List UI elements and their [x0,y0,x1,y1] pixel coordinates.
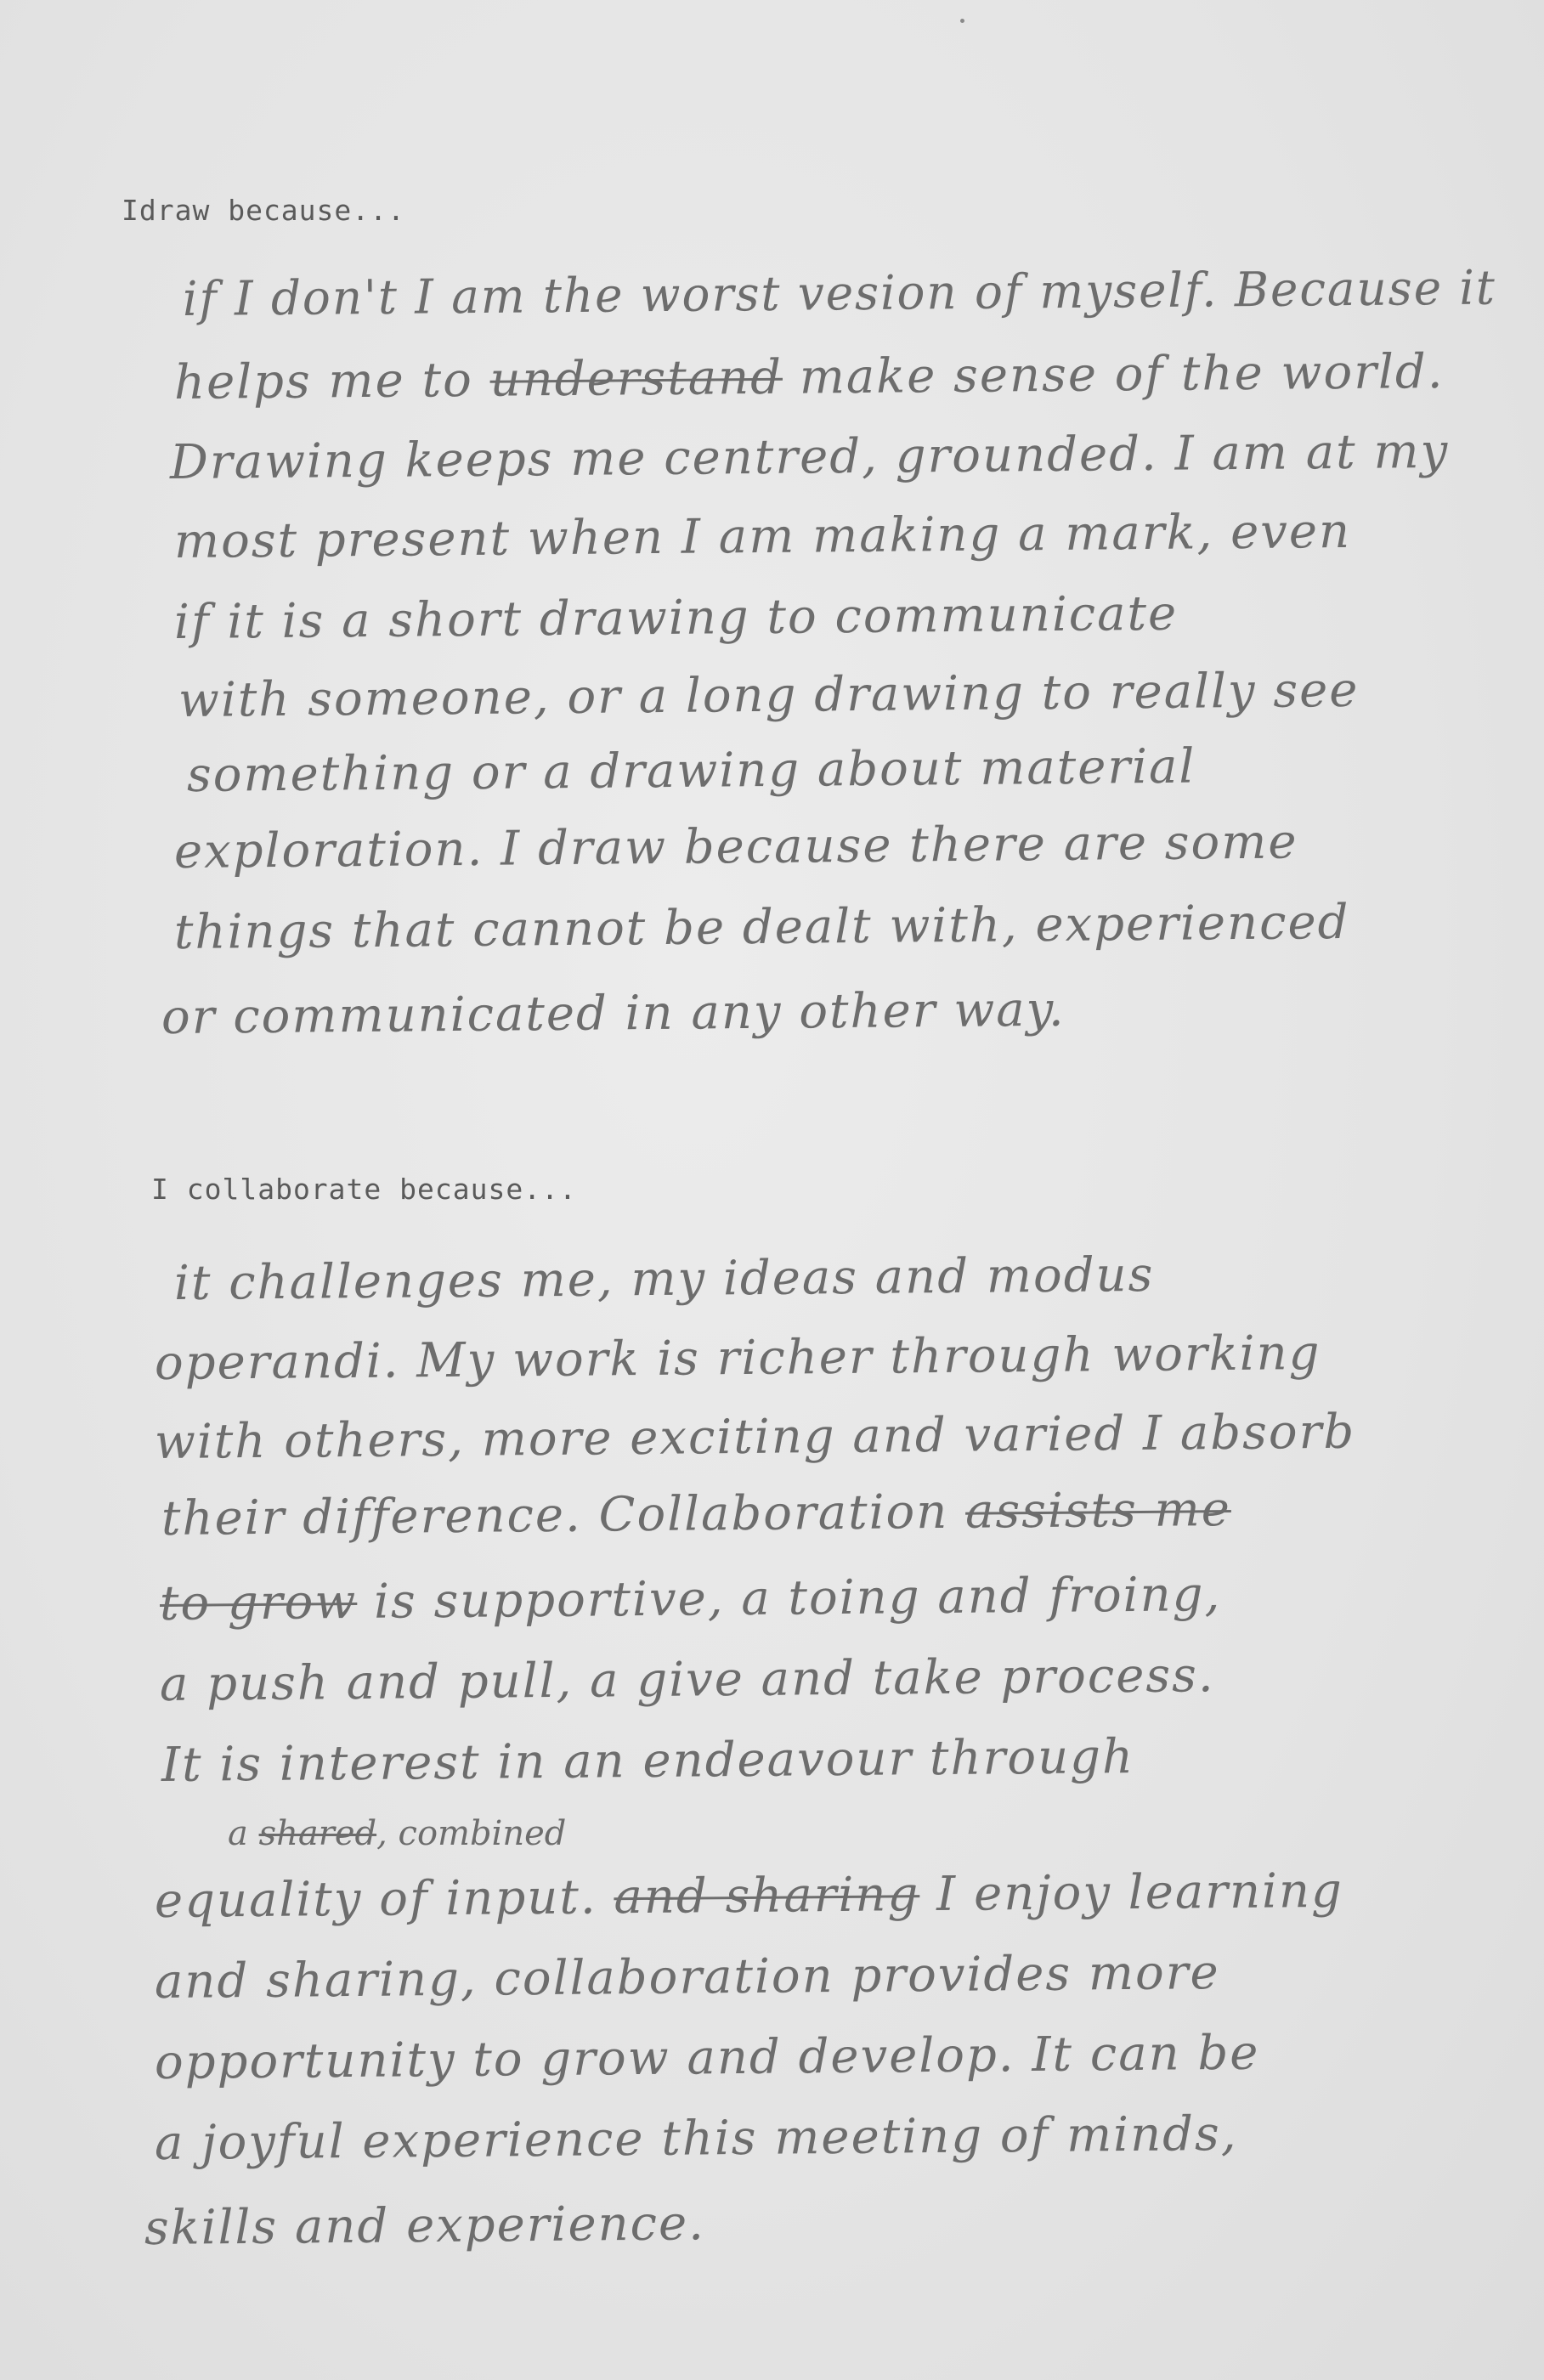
draw-line-3: Drawing keeps me centred, grounded. I am at my [169,423,1450,490]
collab-line-1: it challenges me, my ideas and modus [173,1247,1155,1311]
draw-line-4: most present when I am making a mark, even [173,503,1352,569]
collab-line-8-a: equality of input. [154,1869,614,1929]
draw-line-9: things that cannot be dealt with, experienced [173,894,1350,960]
collab-line-5 [160,1567,1222,1631]
draw-line-6: with someone, or a long drawing to really see [178,662,1360,728]
collab-heading: I collaborate because... [151,1173,577,1206]
collab-line-5-b: is supportive, a toing and froing, [357,1567,1222,1630]
struck-words-assists-me: assists me [964,1482,1232,1540]
collab-line-4-a: their difference. Collaboration [161,1484,966,1546]
collab-line-2: operandi. My work is richer through working [154,1326,1321,1391]
struck-word-shared: shared [258,1814,377,1853]
draw-heading: Idraw because... [122,194,405,227]
struck-word-understand: understand [489,349,783,408]
draw-line-10: or communicated in any other way. [161,981,1066,1045]
struck-words-and-sharing: and sharing [614,1867,920,1925]
collab-line-4 [161,1482,1231,1546]
collab-line-7: It is interest in an endeavour through [161,1729,1135,1793]
collab-line-8-c: I enjoy learning [919,1863,1344,1923]
collab-line-11: a joyful experience this meeting of minds, [154,2106,1238,2171]
collab-line-12: skills and experience. [144,2196,706,2256]
draw-line-8: exploration. I draw because there are some [173,814,1298,879]
struck-words-to-grow: to grow [159,1574,358,1631]
collab-line-9: and sharing, collaboration provides more [154,1945,1220,2010]
insert-a: a [228,1814,259,1853]
collab-line-10: opportunity to grow and develop. It can be [154,2025,1260,2090]
insertion-above-line-8 [228,1814,566,1853]
draw-line-7: something or a drawing about material [186,738,1196,803]
draw-line-5: if it is a short drawing to communicate [173,585,1179,650]
draw-line-2 [174,344,1445,410]
insert-combined: , combined [376,1814,567,1853]
draw-line-1: if I don't I am the worst vesion of myself. Because it [182,260,1497,327]
collab-line-8 [155,1863,1343,1929]
draw-line-2-a: helps me to [173,352,490,410]
collab-line-6: a push and pull, a give and take process. [159,1648,1215,1712]
collab-line-3: with others, more exciting and varied I absorb [154,1404,1356,1470]
paper-speck [960,19,964,23]
draw-line-2-b: make sense of the world. [782,343,1445,405]
